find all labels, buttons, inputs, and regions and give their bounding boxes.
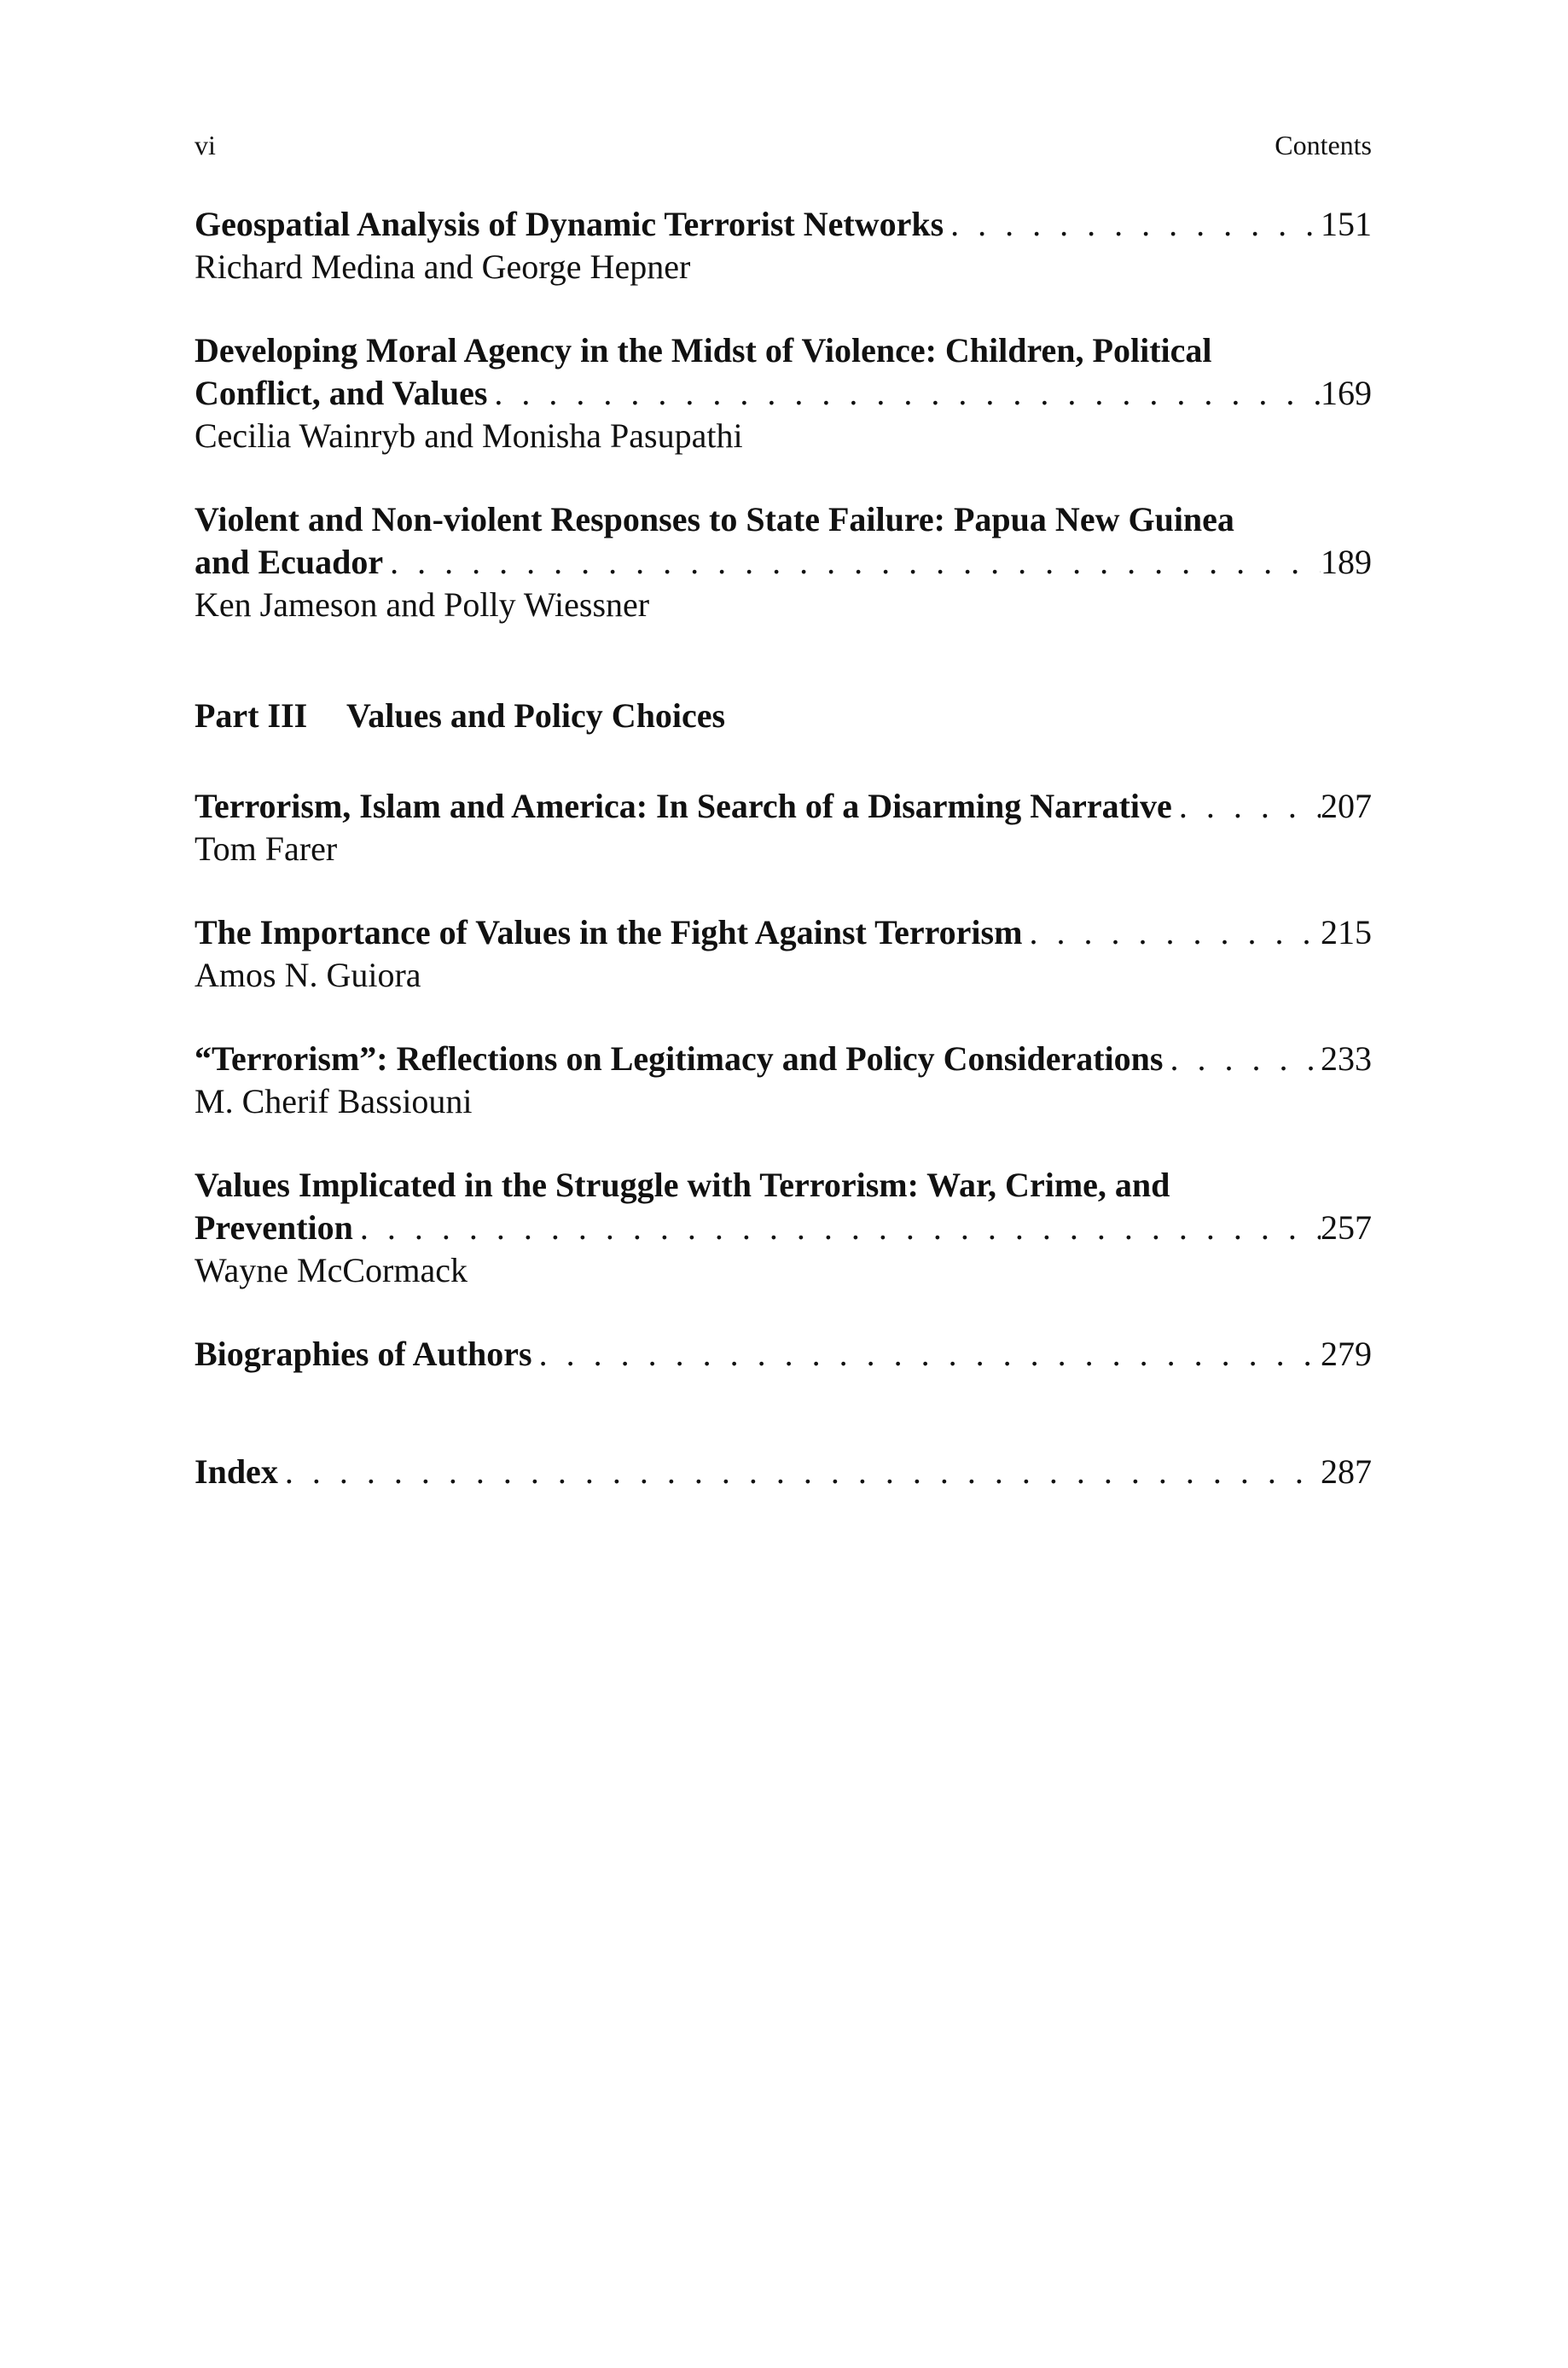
part-title: Values and Policy Choices (346, 696, 726, 735)
toc-chapter-authors: Richard Medina and George Hepner (195, 247, 691, 286)
toc-page-number[interactable]: 215 (1321, 913, 1372, 951)
toc-page-number[interactable]: 279 (1321, 1335, 1372, 1373)
toc-entry (195, 1038, 1372, 1123)
table-of-contents (195, 203, 1372, 1493)
toc-entry (195, 785, 1372, 870)
toc-chapter-authors: Amos N. Guiora (195, 956, 421, 994)
toc-chapter-authors: Wayne McCormack (195, 1251, 467, 1289)
toc-entry (195, 1451, 1372, 1493)
toc-entry (195, 1333, 1372, 1376)
toc-title-row (195, 1451, 1372, 1493)
toc-entry (195, 498, 1372, 626)
toc-backmatter-title[interactable]: Index (195, 1452, 278, 1491)
dot-leader (487, 372, 1321, 415)
toc-entry (195, 911, 1372, 997)
toc-entry (195, 203, 1372, 288)
toc-chapter-title-line[interactable]: Violent and Non-violent Responses to State Failure: Papua New Guinea (195, 500, 1234, 538)
running-head-section: Contents (1275, 130, 1372, 160)
toc-chapter-authors: Tom Farer (195, 829, 338, 868)
dot-leader (353, 1207, 1321, 1249)
toc-title-row (195, 541, 1372, 584)
page-folio: vi (195, 130, 216, 160)
toc-title-row (195, 1038, 1372, 1080)
toc-entry (195, 329, 1372, 457)
toc-chapter-title[interactable]: Terrorism, Islam and America: In Search of a Disarming Narrative (195, 787, 1172, 825)
toc-page-number[interactable]: 189 (1321, 543, 1372, 581)
running-head (195, 126, 1372, 164)
toc-page-number[interactable]: 257 (1321, 1208, 1372, 1247)
toc-chapter-title[interactable]: Prevention (195, 1208, 353, 1247)
dot-leader (1172, 785, 1321, 828)
toc-chapter-title[interactable]: “Terrorism”: Reflections on Legitimacy and Policy Considerations (195, 1039, 1164, 1078)
toc-backmatter-title[interactable]: Biographies of Authors (195, 1335, 532, 1373)
toc-title-row (195, 203, 1372, 246)
toc-entry (195, 1164, 1372, 1292)
dot-leader (532, 1333, 1321, 1376)
toc-page-number[interactable]: 233 (1321, 1039, 1372, 1078)
toc-chapter-authors: Cecilia Wainryb and Monisha Pasupathi (195, 416, 743, 455)
toc-chapter-authors: M. Cherif Bassiouni (195, 1082, 473, 1120)
part-heading (195, 695, 1372, 737)
toc-title-row (195, 911, 1372, 954)
toc-chapter-title-line[interactable]: Values Implicated in the Struggle with Terrorism: War, Crime, and (195, 1166, 1170, 1204)
dot-leader (1022, 911, 1321, 954)
part-label: Part III (195, 696, 308, 735)
dot-leader (1163, 1038, 1321, 1080)
toc-title-row (195, 785, 1372, 828)
dot-leader (944, 203, 1321, 246)
toc-page-number[interactable]: 207 (1321, 787, 1372, 825)
toc-chapter-title[interactable]: and Ecuador (195, 543, 384, 581)
dot-leader (383, 541, 1321, 584)
toc-title-row (195, 1207, 1372, 1249)
toc-page-number[interactable]: 169 (1321, 374, 1372, 412)
toc-chapter-title-line[interactable]: Developing Moral Agency in the Midst of Violence: Children, Political (195, 331, 1212, 369)
toc-page-number[interactable]: 151 (1321, 205, 1372, 243)
toc-chapter-title[interactable]: Geospatial Analysis of Dynamic Terrorist Networks (195, 205, 944, 243)
toc-title-row (195, 372, 1372, 415)
toc-title-row (195, 1333, 1372, 1376)
dot-leader (278, 1451, 1321, 1493)
toc-page-number[interactable]: 287 (1321, 1452, 1372, 1491)
toc-chapter-authors: Ken Jameson and Polly Wiessner (195, 585, 650, 624)
toc-chapter-title[interactable]: Conflict, and Values (195, 374, 488, 412)
toc-chapter-title[interactable]: The Importance of Values in the Fight Against Terrorism (195, 913, 1023, 951)
